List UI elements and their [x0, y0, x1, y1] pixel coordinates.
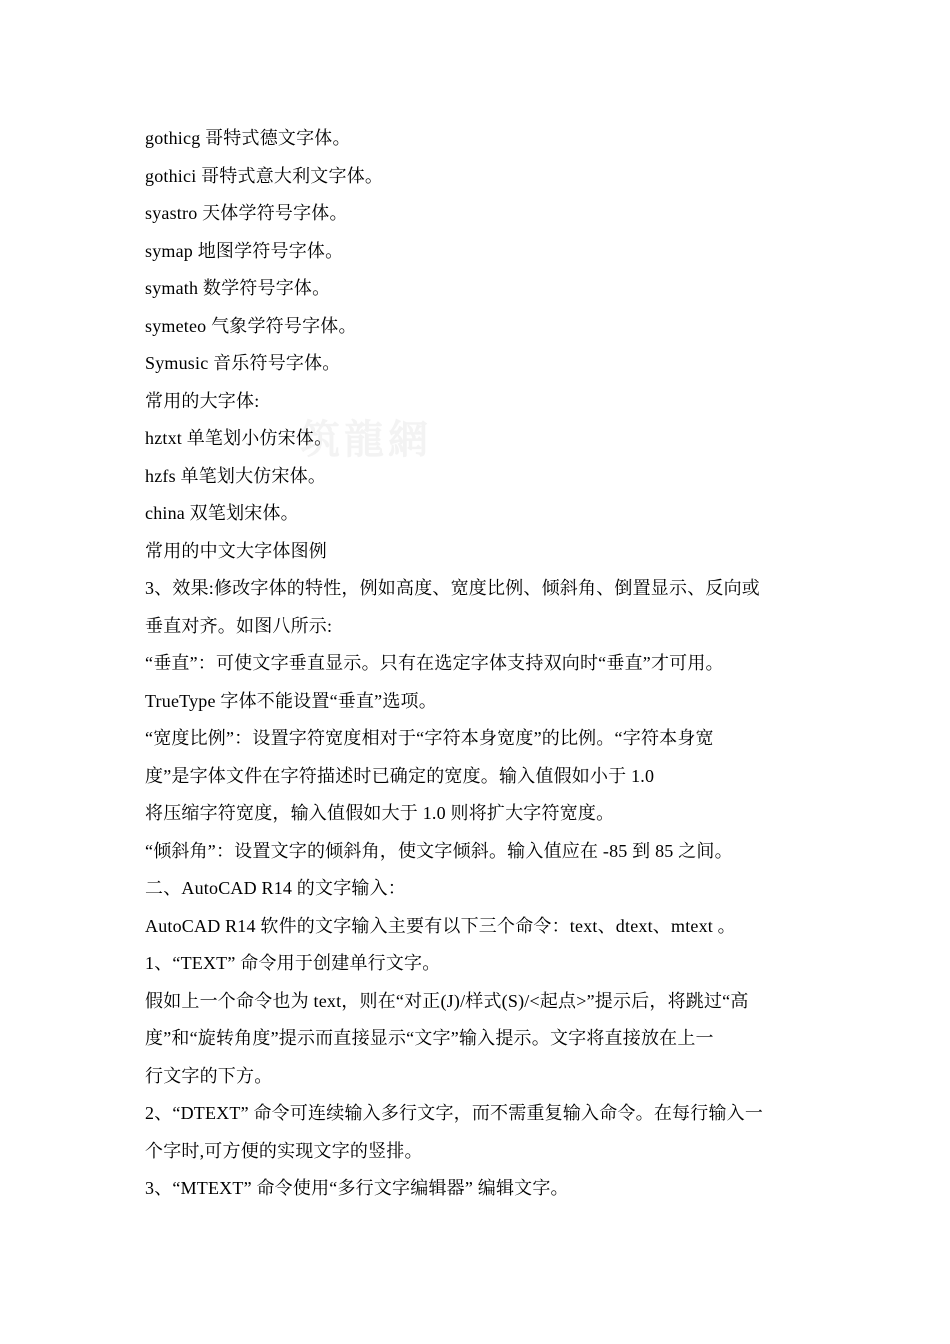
text-line: “倾斜角”：设置文字的倾斜角，使文字倾斜。输入值应在 -85 到 85 之间。 [145, 840, 733, 861]
text-line: 度”和“旋转角度”提示而直接显示“文字”输入提示。文字将直接放在上一 [145, 1028, 714, 1048]
text-line: 3、效果:修改字体的特性，例如高度、宽度比例、倾斜角、倒置显示、反向或 [145, 578, 760, 598]
text-line: 假如上一个命令也为 text，则在“对正(J)/样式(S)/<起点>”提示后，将跳过“高 [145, 990, 749, 1011]
text-line: 个字时,可方便的实现文字的竖排。 [145, 1140, 423, 1161]
text-line: symath 数学符号字体。 [145, 278, 331, 298]
text-line: gothicg 哥特式德文字体。 [145, 128, 351, 148]
section-heading: 常用的中文大字体图例 [145, 540, 327, 561]
text-line: 3、“MTEXT” 命令使用“多行文字编辑器” 编辑文字。 [145, 1178, 569, 1198]
text-line: syastro 天体学符号字体。 [145, 203, 348, 223]
watermark: 筑龍網 [300, 416, 432, 463]
text-line: 行文字的下方。 [145, 1065, 273, 1086]
text-line: symeteo 气象学符号字体。 [145, 315, 357, 336]
text-line: AutoCAD R14 软件的文字输入主要有以下三个命令：text、dtext、mtext 。 [145, 915, 736, 936]
text-line: gothici 哥特式意大利文字体。 [145, 165, 384, 186]
text-line: hzfs 单笔划大仿宋体。 [145, 465, 327, 486]
section-heading: 二、AutoCAD R14 的文字输入： [145, 878, 407, 898]
text-line: 垂直对齐。如图八所示: [145, 615, 333, 636]
text-line: china 双笔划宋体。 [145, 503, 299, 523]
text-line: symap 地图学符号字体。 [145, 240, 344, 261]
text-line: Symusic 音乐符号字体。 [145, 353, 341, 373]
text-line: 度”是字体文件在字符描述时已确定的宽度。输入值假如小于 1.0 [145, 765, 655, 786]
text-line: “垂直”：可使文字垂直显示。只有在选定字体支持双向时“垂直”才可用。 [145, 653, 724, 673]
text-line: 2、“DTEXT” 命令可连续输入多行文字，而不需重复输入命令。在每行输入一 [145, 1103, 764, 1123]
text-line: hztxt 单笔划小仿宋体。 [145, 428, 333, 448]
text-line: 将压缩字符宽度，输入值假如大于 1.0 则将扩大字符宽度。 [145, 803, 615, 823]
text-line: TrueType 字体不能设置“垂直”选项。 [145, 690, 437, 711]
text-line: 1、“TEXT” 命令用于创建单行文字。 [145, 953, 441, 973]
text-line: “宽度比例”：设置字符宽度相对于“字符本身宽度”的比例。“字符本身宽 [145, 728, 714, 748]
section-heading: 常用的大字体: [145, 390, 260, 411]
document-body [145, 120, 825, 1208]
